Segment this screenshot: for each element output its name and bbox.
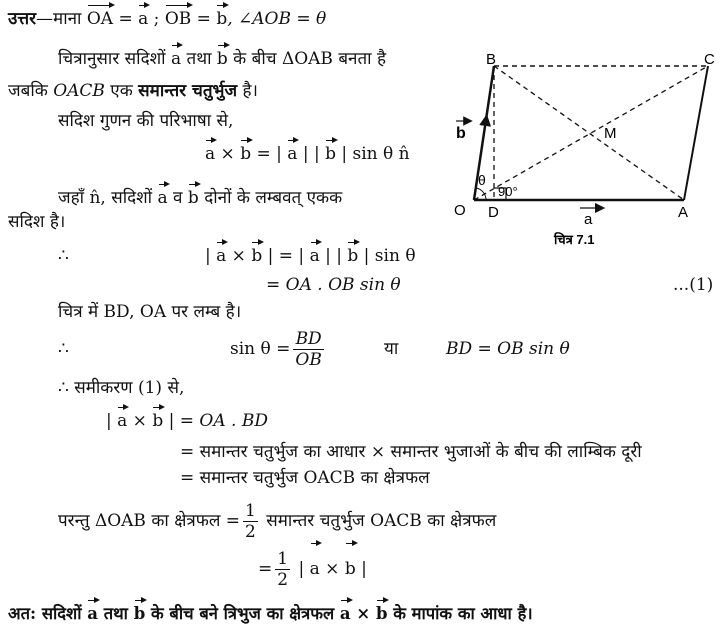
vector-a: a — [216, 246, 227, 266]
text: = — [113, 9, 139, 29]
text: है। — [237, 81, 258, 101]
or-word: या — [384, 339, 399, 359]
text: —माना — [36, 9, 82, 29]
side-ac — [684, 66, 708, 200]
definition-line: सदिश गुणन की परिभाषा से, — [58, 111, 234, 131]
text: = | — [251, 144, 288, 164]
vector-b: b — [375, 604, 388, 623]
text: तथा — [181, 49, 217, 69]
text: जबकि — [8, 81, 54, 101]
vector-a: a — [309, 246, 320, 266]
answer-heading: उत्तर — [8, 9, 37, 29]
text: | | — [319, 246, 348, 266]
numerator: 1 — [245, 501, 256, 521]
figure-caption: चित्र 7.1 — [554, 232, 595, 247]
vector-a: a — [138, 9, 149, 29]
conclusion-line — [8, 603, 533, 625]
vector-b: b — [345, 546, 356, 592]
text: व — [167, 188, 188, 208]
base-times-height: = समान्तर चतुर्भुज का आधार × समान्तर भुजाओं के बीच की लाम्बिक दूरी — [180, 442, 642, 462]
text: | — [205, 246, 217, 266]
text: दोनों के लम्बवत् एकक — [198, 188, 343, 208]
text: समान्तर चतुर्भुज OACB का क्षेत्रफल — [260, 511, 497, 531]
vector-a: a — [205, 144, 216, 164]
cross-product-formula — [205, 143, 410, 165]
text: चित्रानुसार सदिशों — [58, 49, 171, 69]
statement-line — [58, 48, 386, 70]
bold-term: समान्तर चतुर्भुज — [138, 81, 238, 101]
triangle-area-vector — [258, 546, 367, 592]
unit-vector-line — [58, 187, 342, 209]
text: × — [127, 411, 153, 431]
vector-a: a — [339, 604, 351, 623]
text: ; — [148, 9, 165, 29]
equation-1: = OA . OB sin θ — [266, 275, 401, 295]
label-vector-a: a — [584, 211, 593, 228]
label-o-point: O — [454, 202, 466, 219]
fraction-half — [275, 549, 290, 590]
magnitude-formula — [205, 245, 416, 267]
label-c-point: C — [704, 51, 715, 68]
vector-a: a — [157, 188, 168, 208]
vector-oa: OA — [86, 9, 114, 29]
vector-b: b — [152, 411, 164, 431]
denominator: OB — [295, 350, 322, 370]
vector-a: a — [117, 411, 128, 431]
text: | — [293, 559, 310, 579]
label-theta: θ — [478, 172, 486, 188]
perpendicular-statement: चित्र में BD, OA पर लम्ब है। — [58, 302, 242, 322]
angle-text: , ∠AOB = θ — [227, 9, 327, 29]
text: | — [355, 559, 367, 579]
label-vector-b: b — [456, 125, 466, 142]
vector-a: a — [170, 49, 182, 69]
vector-a: a — [310, 546, 320, 592]
sine-relation — [230, 326, 327, 372]
numerator: 1 — [277, 549, 289, 569]
label-a-point: A — [678, 204, 689, 221]
label-m-point: M — [604, 125, 617, 142]
equation-number: ...(1) — [673, 275, 714, 295]
vector-b: b — [216, 49, 228, 69]
denominator: 2 — [277, 570, 289, 590]
parallelogram-area: = समान्तर चतुर्भुज OACB का क्षेत्रफल — [180, 468, 430, 488]
vector-b: b — [133, 604, 146, 623]
from-equation-1: ∴ समीकरण (1) से, — [58, 378, 185, 398]
text: अत: सदिशों — [8, 604, 88, 623]
statement-line — [8, 80, 258, 102]
triangle-area-line — [58, 498, 496, 544]
vector-b: b — [325, 144, 336, 164]
label-b-point: B — [486, 51, 497, 68]
text: जहाँ n̂, सदिशों — [58, 188, 158, 208]
text: | = | — [262, 246, 310, 266]
vector-a: a — [87, 604, 98, 623]
therefore-symbol: ∴ — [58, 246, 69, 266]
vector-b: b — [251, 246, 263, 266]
vector-b: b — [347, 246, 359, 266]
text: × — [319, 559, 345, 579]
vector-b: b — [240, 144, 252, 164]
text: × — [350, 604, 376, 623]
denominator: 2 — [245, 522, 256, 542]
fraction-half — [243, 501, 258, 542]
parallelogram-figure — [452, 48, 717, 248]
diagonal-ba — [494, 66, 684, 200]
vector-b: b — [216, 9, 228, 29]
text: | = OA . BD — [163, 411, 268, 431]
vector-a: a — [287, 144, 298, 164]
label-d-point: D — [488, 204, 499, 221]
answer-intro-line — [8, 8, 326, 30]
bd-relation: BD = OB sin θ — [446, 339, 570, 359]
text: परन्तु ΔOAB का क्षेत्रफल = — [58, 511, 241, 531]
fraction — [293, 329, 323, 370]
text: | sin θ — [358, 246, 416, 266]
text: × — [226, 246, 252, 266]
therefore-symbol: ∴ — [58, 339, 69, 359]
text: = — [258, 559, 273, 579]
text: एक — [104, 81, 139, 101]
text: | — [106, 411, 118, 431]
text: के बीच ΔOAB बनता है — [227, 49, 386, 69]
text: × — [215, 144, 241, 164]
vector-ob: OB — [164, 9, 192, 29]
area-formula — [106, 410, 268, 432]
text: = — [191, 9, 217, 29]
text: | | — [297, 144, 326, 164]
text: के मापांक का आधा है। — [387, 604, 533, 623]
text: तथा — [97, 604, 134, 623]
text: OACB — [53, 81, 105, 101]
text: sin θ = — [230, 339, 291, 359]
numerator: BD — [293, 329, 323, 350]
unit-vector-line-end: सदिश है। — [8, 212, 66, 232]
text: के बीच बने त्रिभुज का क्षेत्रफल — [145, 604, 340, 623]
vector-b: b — [187, 188, 199, 208]
diagonal-oc — [474, 66, 708, 200]
text: | sin θ n̂ — [335, 144, 410, 164]
label-90-degree: 90° — [498, 184, 518, 199]
